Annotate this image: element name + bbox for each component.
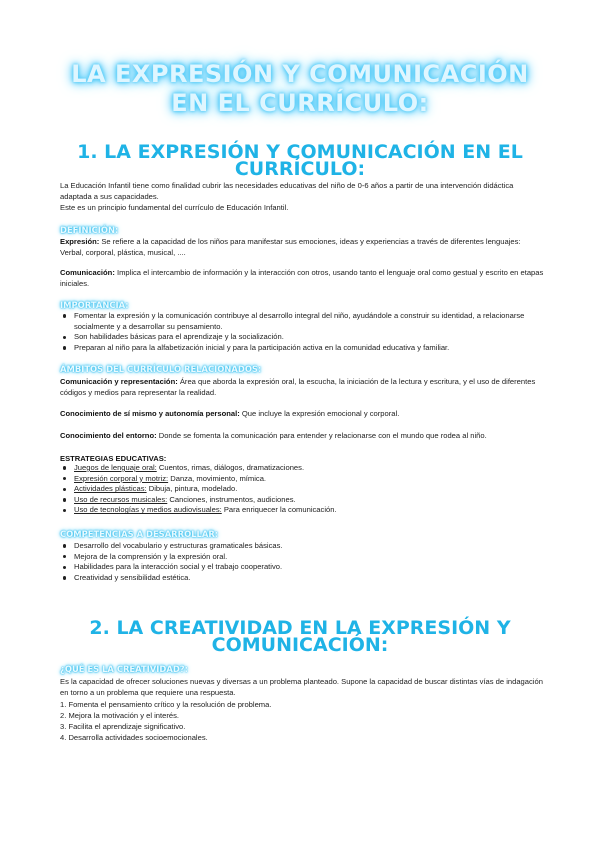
definicion-expresion <box>60 236 544 258</box>
importancia-title: IMPORTANCIA: <box>60 300 129 310</box>
section1-intro-1: La Educación Infantil tiene como finalidad cubrir las necesidades educativas del niño de 0-6 años a partir de una intervención didáctica adaptada a sus capacidades. <box>60 181 514 201</box>
bullet-icon <box>63 576 66 579</box>
bullet-icon <box>63 488 66 491</box>
bullet-icon <box>63 566 66 569</box>
bullet-icon <box>63 544 66 547</box>
bullet-icon <box>63 555 66 558</box>
list-item: Habilidades para la interacción social y el trabajo cooperativo. <box>60 562 544 573</box>
ambito-2-text: Que incluye la expresión emocional y corporal. <box>239 409 400 418</box>
ambito-1-label: Comunicación y representación: <box>60 377 178 386</box>
list-item: Fomentar la expresión y la comunicación contribuye al desarrollo integral del niño, ayudándole a construir su identidad, a relacionarse socialmente y a desarrollar su pensamiento. <box>60 311 544 332</box>
estrategias-list <box>60 463 544 516</box>
estrategias-title: ESTRATEGIAS EDUCATIVAS: <box>60 454 167 463</box>
creatividad-point-3: 3. Facilita el aprendizaje significativo. <box>60 722 186 731</box>
list-item: Uso de recursos musicales: Canciones, instrumentos, audiciones. <box>60 495 544 506</box>
ambito-3-text: Donde se fomenta la comunicación para entender y relacionarse con el mundo que rodea al niño. <box>156 431 487 440</box>
bullet-icon <box>63 346 66 349</box>
ambitos-title: ÁMBITOS DEL CURRÍCULO RELACIONADOS: <box>60 364 262 374</box>
bullet-icon <box>63 336 66 339</box>
creatividad-point-4: 4. Desarrolla actividades socioemocionales. <box>60 733 208 742</box>
creatividad-point-1: 1. Fomenta el pensamiento crítico y la resolución de problema. <box>60 700 272 709</box>
ambito-3-label: Conocimiento del entorno: <box>60 431 157 440</box>
page-title: LA EXPRESIÓN Y COMUNICACIÓN EN EL CURRÍCULO: <box>71 60 529 117</box>
section1-heading: 1. LA EXPRESIÓN Y COMUNICACIÓN EN EL CURRÍCULO: <box>77 141 523 180</box>
bullet-icon <box>63 466 66 469</box>
list-item: Creatividad y sensibilidad estética. <box>60 573 544 584</box>
ambito-conocimiento-entorno <box>60 430 544 441</box>
definicion-comunicacion <box>60 267 544 289</box>
creatividad-title: ¿QUÉ ES LA CREATIVIDAD?: <box>60 664 188 674</box>
comunicacion-text: Implica el intercambio de información y la interacción con otros, usando tanto el lenguaje oral como gestual y escrito en etapas iniciales. <box>60 268 544 288</box>
bullet-icon <box>63 498 66 501</box>
list-item: Actividades plásticas: Dibuja, pintura, modelado. <box>60 484 544 495</box>
definicion-title: DEFINICIÓN: <box>60 225 119 235</box>
bullet-icon <box>63 509 66 512</box>
importancia-list <box>60 311 544 353</box>
creatividad-text: Es la capacidad de ofrecer soluciones nuevas y diversas a un problema planteado. Supone la capacidad de buscar distintas vías de indagación en torno a un problema que requiere una respuesta. <box>60 677 543 697</box>
section2-heading: 2. LA CREATIVIDAD EN LA EXPRESIÓN Y COMUNICACIÓN: <box>89 617 511 656</box>
competencias-list <box>60 541 544 583</box>
list-item: Preparan al niño para la alfabetización inicial y para la participación activa en la comunidad educativa y familiar. <box>60 343 544 354</box>
list-item: Juegos de lenguaje oral: Cuentos, rimas, diálogos, dramatizaciones. <box>60 463 544 474</box>
list-item: Uso de tecnologías y medios audiovisuales: Para enriquecer la comunicación. <box>60 505 544 516</box>
list-item: Son habilidades básicas para el aprendizaje y la socialización. <box>60 332 544 343</box>
list-item: Expresión corporal y motriz: Danza, movimiento, mímica. <box>60 474 544 485</box>
bullet-icon <box>63 477 66 480</box>
bullet-icon <box>63 314 66 317</box>
list-item: Desarrollo del vocabulario y estructuras gramaticales básicas. <box>60 541 544 552</box>
competencias-title: COMPETENCIAS A DESARROLLAR: <box>60 529 219 539</box>
list-item: Mejora de la comprensión y la expresión oral. <box>60 552 544 563</box>
comunicacion-label: Comunicación: <box>60 268 115 277</box>
section1-intro-2: Este es un principio fundamental del currículo de Educación Infantil. <box>60 203 289 212</box>
ambito-1-text: Área que aborda la expresión oral, la escucha, la iniciación de la lectura y escritura, y el uso de diferentes códigos y medios para representar la realidad. <box>60 377 536 397</box>
creatividad-point-2: 2. Mejora la motivación y el interés. <box>60 711 180 720</box>
ambito-2-label: Conocimiento de sí mismo y autonomía personal: <box>60 409 240 418</box>
expresion-label: Expresión: <box>60 237 100 246</box>
ambito-comunicacion <box>60 376 544 398</box>
expresion-text: Se refiere a la capacidad de los niños para manifestar sus emociones, ideas y experiencias a través de diferentes lenguajes: Verbal, corporal, plástica, musical, .... <box>60 237 521 257</box>
ambito-conocimiento-si-mismo <box>60 408 544 419</box>
